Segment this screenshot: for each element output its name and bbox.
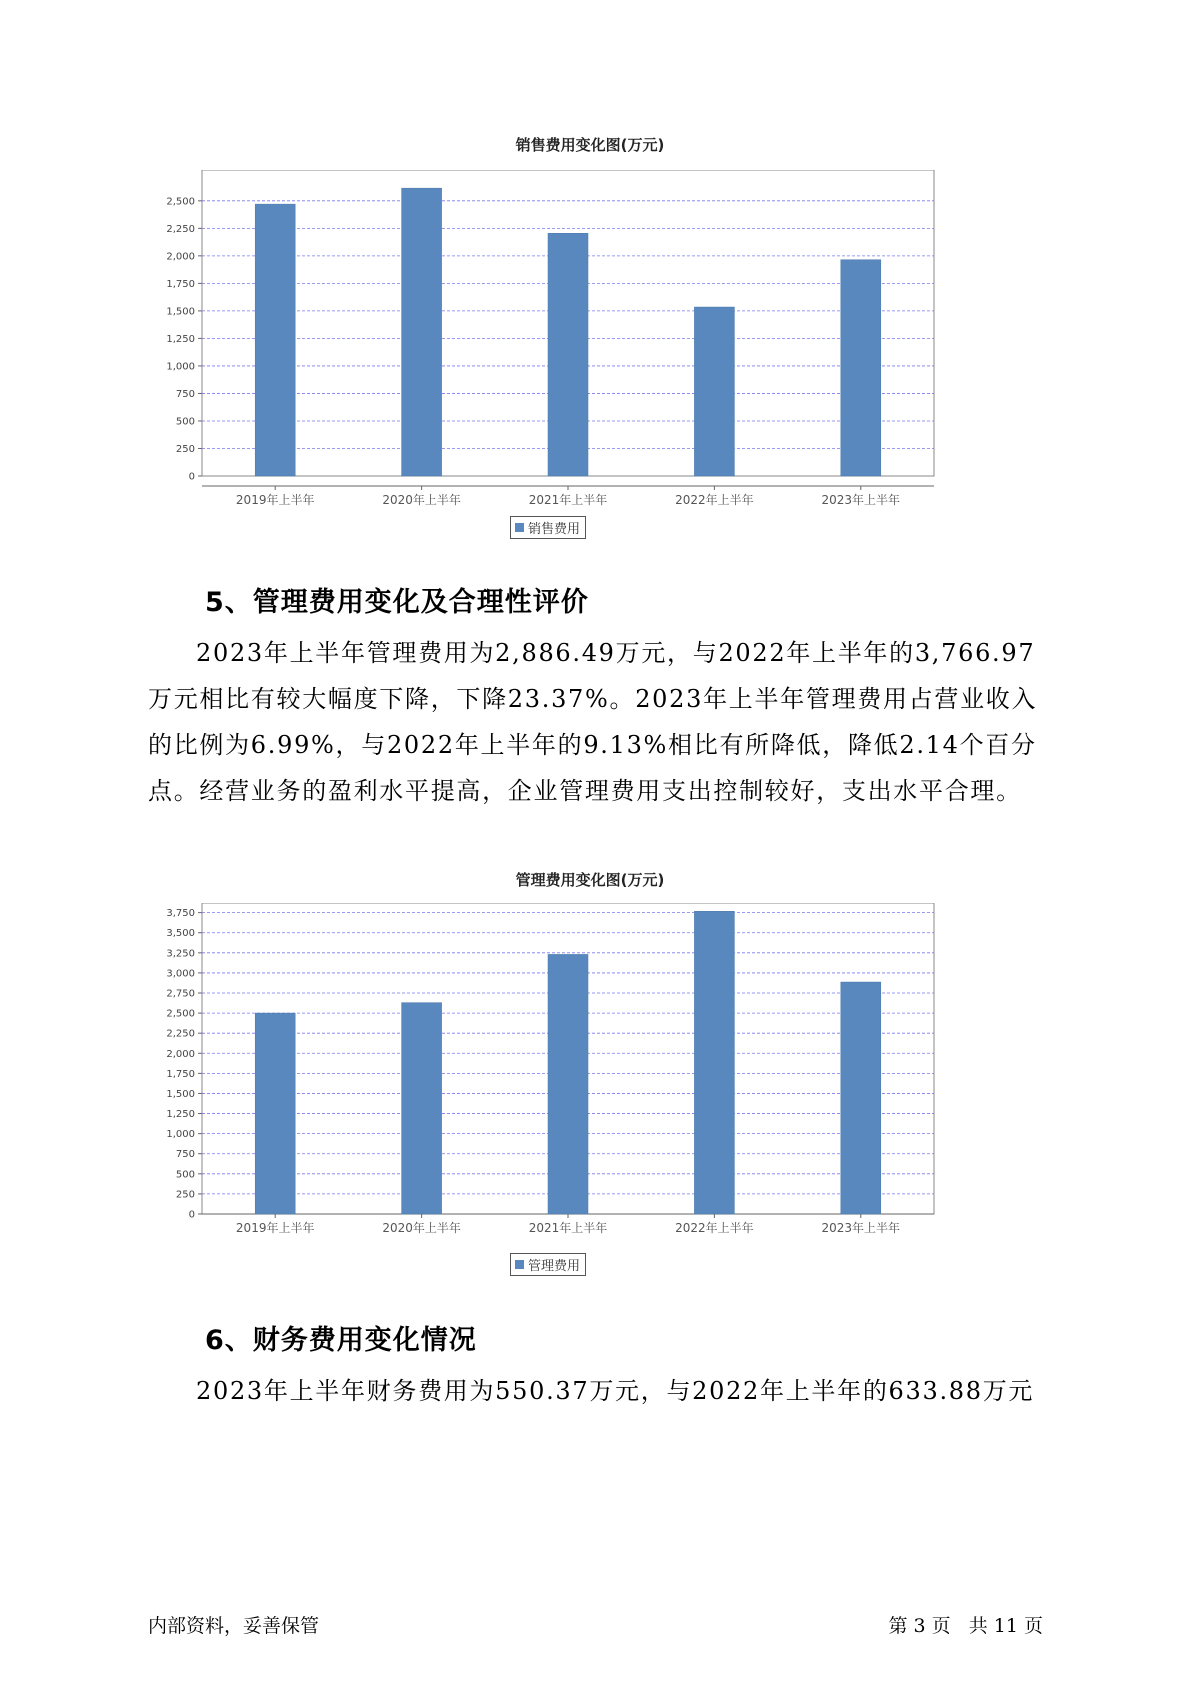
y-tick-label: 3,750 (166, 908, 195, 920)
legend-label: 销售费用 (528, 522, 581, 537)
y-tick-label: 2,500 (166, 196, 195, 208)
x-tick-label: 2023年上半年 (821, 1221, 901, 1235)
y-tick-label: 3,000 (166, 968, 195, 980)
body-paragraph (148, 630, 1046, 814)
x-tick-label: 2021年上半年 (528, 1221, 608, 1235)
y-tick-label: 0 (188, 1209, 195, 1221)
y-tick-label: 750 (175, 1149, 195, 1161)
chart-plot (140, 170, 1040, 550)
x-tick-label: 2021年上半年 (528, 493, 608, 507)
y-tick-label: 3,500 (166, 928, 195, 940)
chart-plot (140, 903, 1040, 1288)
y-tick-label: 0 (188, 471, 195, 483)
y-tick-label: 2,000 (166, 251, 195, 263)
bar (548, 233, 588, 476)
y-tick-label: 2,250 (166, 223, 195, 235)
paragraph-text: 2023年上半年财务费用为550.37万元，与2022年上半年的633.88万元 (196, 1377, 1035, 1405)
y-tick-label: 2,000 (166, 1048, 195, 1060)
x-tick-label: 2020年上半年 (382, 493, 461, 507)
y-tick-label: 1,000 (166, 1129, 195, 1141)
y-tick-label: 500 (175, 1169, 195, 1181)
bar (694, 911, 734, 1214)
section-heading: 5、管理费用变化及合理性评价 (205, 587, 589, 618)
legend-swatch (515, 523, 524, 532)
chart-legend (510, 516, 586, 539)
x-tick-label: 2022年上半年 (675, 493, 754, 507)
footer-confidential-note: 内部资料，妥善保管 (148, 1615, 320, 1637)
x-tick-label: 2019年上半年 (235, 493, 315, 507)
bar (255, 1013, 295, 1214)
legend-label: 管理费用 (528, 1259, 581, 1274)
bar (841, 982, 881, 1214)
bar (402, 188, 442, 476)
chart-legend (510, 1253, 586, 1276)
y-tick-label: 1,750 (166, 278, 195, 290)
legend-swatch (515, 1260, 524, 1269)
y-tick-label: 500 (175, 416, 195, 428)
paragraph-text: 2023年上半年管理费用为2,886.49万元，与2022年上半年的3,766.97万元相比有较大幅度下降，下降23.37%。2023年上半年管理费用占营业收入的比例为6.99%，与2022年上半年的9.13%相比有所降低，降低2.14个百分点。经营业务的盈利水平提高，企业管理费用支出控制较好，支出水平合理。 (148, 639, 1038, 805)
y-tick-label: 1,750 (166, 1068, 195, 1080)
body-paragraph (148, 1368, 1046, 1414)
y-tick-label: 250 (175, 443, 195, 455)
footer-page-number: 第 3 页 共 11 页 (888, 1615, 1043, 1637)
y-tick-label: 2,750 (166, 988, 195, 1000)
y-tick-label: 250 (175, 1189, 195, 1201)
y-tick-label: 2,500 (166, 1008, 195, 1020)
x-tick-label: 2019年上半年 (235, 1221, 315, 1235)
y-tick-label: 1,000 (166, 361, 195, 373)
y-tick-label: 3,250 (166, 948, 195, 960)
x-tick-label: 2022年上半年 (675, 1221, 754, 1235)
x-tick-label: 2023年上半年 (821, 493, 901, 507)
sales-expense-chart (140, 130, 1040, 550)
y-tick-label: 1,500 (166, 306, 195, 318)
admin-expense-chart (140, 865, 1040, 1295)
bar (255, 204, 295, 476)
chart-title: 管理费用变化图(万元) (515, 871, 665, 889)
chart-title: 销售费用变化图(万元) (515, 136, 665, 154)
section-heading: 6、财务费用变化情况 (205, 1325, 477, 1356)
y-tick-label: 1,250 (166, 333, 195, 345)
y-tick-label: 1,500 (166, 1088, 195, 1100)
bar (841, 260, 881, 476)
y-tick-label: 750 (175, 388, 195, 400)
y-tick-label: 2,250 (166, 1028, 195, 1040)
x-tick-label: 2020年上半年 (382, 1221, 461, 1235)
bar (548, 954, 588, 1214)
bar (402, 1003, 442, 1214)
bar (694, 307, 734, 476)
y-tick-label: 1,250 (166, 1109, 195, 1121)
